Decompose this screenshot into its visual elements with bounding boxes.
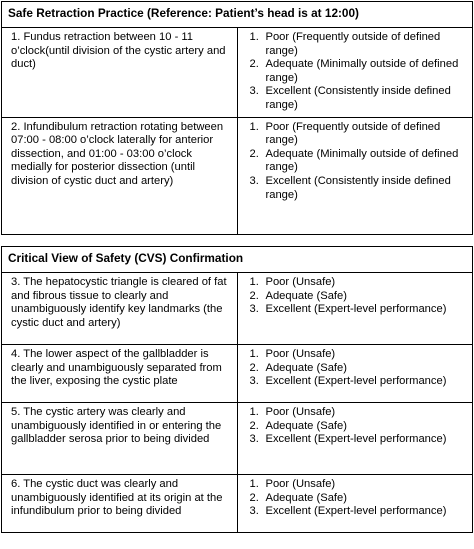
rating-options	[250, 348, 469, 389]
rating-options	[250, 478, 469, 519]
option-text: Excellent (Consistently inside defined range)	[265, 174, 451, 201]
rating-option	[250, 148, 469, 175]
rating-option	[250, 505, 469, 519]
rating-option	[250, 276, 469, 290]
table-row	[2, 28, 473, 118]
table-row	[2, 403, 473, 475]
criterion-cell	[2, 475, 238, 533]
rating-option	[250, 433, 469, 447]
table-row	[2, 345, 473, 403]
rating-option	[250, 492, 469, 506]
rating-option	[250, 175, 469, 202]
option-number: 3.	[249, 433, 259, 446]
criterion-text: 6. The cystic duct was clearly and unambiguously identified at its origin at the infundibulum prior to being divided	[11, 478, 223, 518]
safe-retraction-table	[1, 1, 473, 235]
table-row	[2, 475, 473, 533]
options-cell	[237, 273, 473, 345]
rating-options	[250, 31, 469, 113]
option-text: Adequate (Safe)	[265, 419, 347, 432]
rating-option	[250, 303, 469, 317]
option-number: 2.	[249, 491, 259, 504]
criterion-text: 1. Fundus retraction between 10 - 11 o’clock(until division of the cystic artery and duct)	[11, 31, 226, 71]
criterion-cell	[2, 403, 238, 475]
options-cell	[237, 117, 473, 234]
option-number: 3.	[249, 85, 259, 98]
options-cell	[237, 28, 473, 118]
option-number: 2.	[249, 58, 259, 71]
rating-options	[250, 276, 469, 317]
option-text: Poor (Frequently outside of defined range)	[265, 120, 441, 147]
criterion-text: 2. Infundibulum retraction rotating between 07:00 - 08:00 o’clock laterally for anterior dissection, and 01:00 - 03:00 o’clock medially for posterior dissection (until division of cystic duct and artery)	[11, 120, 224, 187]
option-number: 1.	[249, 478, 259, 490]
option-text: Poor (Frequently outside of defined range)	[265, 31, 441, 57]
rating-options	[250, 121, 469, 203]
rating-option	[250, 85, 469, 112]
option-number: 1.	[249, 348, 259, 360]
rating-option	[250, 58, 469, 85]
rating-option	[250, 290, 469, 304]
criterion-text: 4. The lower aspect of the gallbladder is clearly and unambiguously separated from the liver, exposing the cystic plate	[11, 348, 222, 388]
rating-option	[250, 406, 469, 420]
option-number: 3.	[249, 303, 259, 316]
option-number: 2.	[249, 361, 259, 374]
option-text: Excellent (Expert-level performance)	[265, 433, 447, 446]
cvs-confirmation-table	[1, 246, 473, 533]
criterion-cell	[2, 345, 238, 403]
table-row	[2, 273, 473, 345]
rating-option	[250, 121, 469, 148]
option-text: Excellent (Expert-level performance)	[265, 505, 447, 518]
rating-option	[250, 31, 469, 58]
option-number: 1.	[249, 276, 259, 288]
table-row	[2, 117, 473, 234]
criterion-cell	[2, 28, 238, 118]
option-text: Adequate (Minimally outside of defined range)	[265, 147, 459, 174]
criterion-text: 5. The cystic artery was clearly and unambiguously identified in or entering the gallbladder serosa prior to being divided	[11, 406, 222, 446]
option-number: 2.	[249, 147, 259, 160]
rating-option	[250, 348, 469, 362]
criterion-cell	[2, 273, 238, 345]
options-cell	[237, 345, 473, 403]
option-number: 3.	[249, 174, 259, 187]
options-cell	[237, 475, 473, 533]
option-text: Excellent (Expert-level performance)	[265, 375, 447, 388]
option-text: Excellent (Expert-level performance)	[265, 303, 447, 316]
option-text: Poor (Unsafe)	[265, 478, 336, 490]
option-text: Excellent (Consistently inside defined range)	[265, 85, 451, 111]
option-number: 1.	[249, 31, 259, 43]
option-text: Adequate (Safe)	[265, 491, 347, 504]
option-text: Adequate (Safe)	[265, 361, 347, 374]
option-number: 1.	[249, 406, 259, 418]
option-number: 1.	[249, 120, 259, 133]
option-number: 2.	[249, 289, 259, 302]
rating-option	[250, 362, 469, 376]
option-text: Adequate (Safe)	[265, 289, 347, 302]
rating-option	[250, 478, 469, 492]
rating-options	[250, 406, 469, 447]
option-text: Adequate (Minimally outside of defined range)	[265, 58, 459, 84]
rating-option	[250, 420, 469, 434]
option-number: 3.	[249, 505, 259, 518]
criterion-cell	[2, 117, 238, 234]
option-text: Poor (Unsafe)	[265, 348, 336, 360]
criterion-text: 3. The hepatocystic triangle is cleared of fat and fibrous tissue to clearly and unambiguously identify key landmarks (the cystic duct and artery)	[11, 276, 227, 329]
options-cell	[237, 403, 473, 475]
section-header: Safe Retraction Practice (Reference: Patient’s head is at 12:00)	[2, 2, 473, 28]
option-number: 2.	[249, 419, 259, 432]
option-text: Poor (Unsafe)	[265, 276, 336, 288]
option-number: 3.	[249, 375, 259, 388]
rating-option	[250, 375, 469, 389]
section-header: Critical View of Safety (CVS) Confirmation	[2, 247, 473, 273]
option-text: Poor (Unsafe)	[265, 406, 336, 418]
